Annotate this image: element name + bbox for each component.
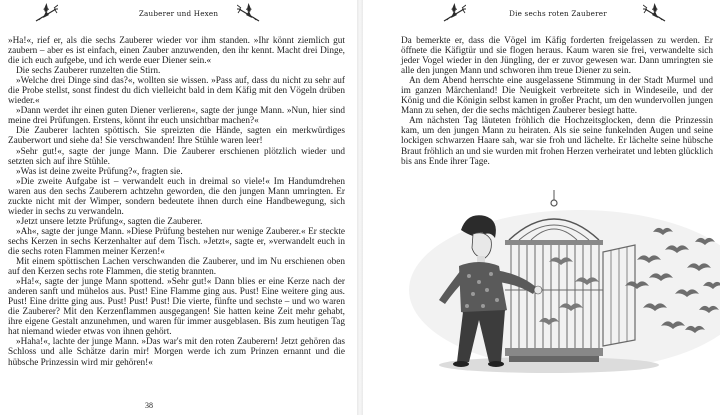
paragraph: Da bemerkte er, dass die Vögel im Käfig forderten freigelassen zu werden. Er öffnete die Käfigtür und sie flogen heraus. Kaum waren sie frei, verwandelte sich jeder Vogel wieder in den Jüngling, der er zuvor gewesen war. Dann umringten sie alle den jungen Mann und schworen ihm treue Diener zu sein. <box>401 36 713 77</box>
paragraph: »Was ist deine zweite Prüfung?«, fragten sie. <box>16 166 183 177</box>
right-running-header: Die sechs roten Zauberer <box>509 9 607 18</box>
paragraph: »Sehr gut!«, sagte der junge Mann. Die Zauberer erschienen plötzlich wieder und setzten sich auf ihre Stühle. <box>8 146 345 167</box>
right-page-header <box>363 0 720 30</box>
paragraph: Am nächsten Tag läuteten fröhlich die Hochzeitsglocken, denn die Prinzessin kam, um den jungen Mann zu heiraten. Als sie seine funkelnden Augen und seine lockigen schwarzen Haare sah, war sie froh und lächelte. Er lächelte seine hübsche Braut fröhlich an und sie wurden mit frohen Herzen verheiratet und lebten glücklich bis ans Ende ihrer Tage. <box>401 116 713 167</box>
paragraph: »Ha!«, sagte der junge Mann spottend. »Sehr gut!« Dann blies er eine Kerze nach der anderen sanft und mühelos aus. Pust! Eine Flamme ging aus. Pust! Eine weitere ging aus. Pust! Eine dritte ging aus. Pust! Pust! Pust! Die vierte, fünfte und sechste – und wo waren die Zauberer? Mit den Kerzenflammen ausgegangen! Sie hatten keine Zeit mehr gehabt, ihre eigene Gestalt anzunehmen, und waren für immer ausgeblasen. Bis zum heutigen Tag hat niemand wieder etwas von ihnen gehört. <box>8 277 345 338</box>
page-number: 38 <box>145 401 153 410</box>
paragraph: »Jetzt unsere letzte Prüfung«, sagten die Zauberer. <box>16 216 203 227</box>
left-page <box>0 0 357 415</box>
paragraph: »Haha!«, lachte der junge Mann. »Das war's mit den roten Zauberern! Jetzt gehören das Schloss und alle Schätze darin mir! Morgen werde ich zum Prinzen ernannt und die hübsche Prinzessin wird mir gehören!« <box>8 337 345 368</box>
paragraph: »Die zweite Aufgabe ist – verwandelt euch in dreimal so viele!« Im Handumdrehen waren aus den sechs Zauberern achtzehn geworden, die den jungen Mann umringten. Er zuckte nicht mit der Wimper, sondern bedeutete ihnen durch eine Handbewegung, sich wieder in sechs zu verwandeln. <box>8 176 345 217</box>
right-page <box>363 0 720 415</box>
left-page-body <box>8 36 345 368</box>
left-running-header: Zauberer und Hexen <box>138 9 219 18</box>
witch-on-broomstick-icon <box>237 2 261 26</box>
paragraph: »Ah«, sagte der junge Mann. »Diese Prüfung bestehen nur wenige Zauberer.« Er steckte sechs Kerzen in sechs Kerzenhalter auf dem Tisch. »Jetzt«, sagte er, »verwandelt euch in die sechs roten Flammen meiner Kerzen!« <box>8 226 345 257</box>
paragraph: »Ha!«, rief er, als die sechs Zauberer wieder vor ihm standen. »Ihr könnt ziemlich gut zaubern – aber es ist einfach, einen Zauber anzuwenden, den ihr kennt. Macht drei Dinge, die ich euch aufgebe, und ich werde euer Diener sein.« <box>8 36 345 67</box>
paragraph: Die Zauberer lachten spöttisch. Sie spreizten die Hände, sagten ein merkwürdiges Zauberwort und siehe da! Sie verschwanden! Ihre Stühle waren leer! <box>8 126 345 147</box>
young-man-freeing-birds-illustration <box>399 190 720 375</box>
left-page-header <box>0 0 357 30</box>
paragraph: »Dann werdet ihr einen guten Diener verlieren«, sagte der junge Mann. »Nun, hier sind meine drei Prüfungen. Erstens, könnt ihr euch unsichtbar machen?« <box>8 106 345 127</box>
witch-on-broomstick-icon <box>643 2 667 26</box>
paragraph: Mit einem spöttischen Lachen verschwanden die Zauberer, und im Nu erschienen oben auf den Kerzen sechs rote Flammen, die stetig brannten. <box>8 257 345 278</box>
paragraph: Die sechs Zauberer runzelten die Stirn. <box>16 66 161 77</box>
paragraph: An dem Abend herrschte eine ausgelassene Stimmung in der Stadt Murmel und im ganzen Märchenland! Die Neuigkeit verbreitete sich in Windeseile, und der König und die Königin selbst kamen in großer Pracht, um den wundervollen jungen Mann zu sehen, der die sechs mächtigen Zauberer besiegt hatte. <box>401 76 713 117</box>
paragraph: »Welche drei Dinge sind das?«, wollten sie wissen. »Pass auf, dass du nicht zu sehr auf die Probe stellst, sonst findest du dich vielleicht bald in dem Käfig mit den Vögeln drüben wieder.« <box>8 76 345 107</box>
right-page-body <box>401 36 713 167</box>
